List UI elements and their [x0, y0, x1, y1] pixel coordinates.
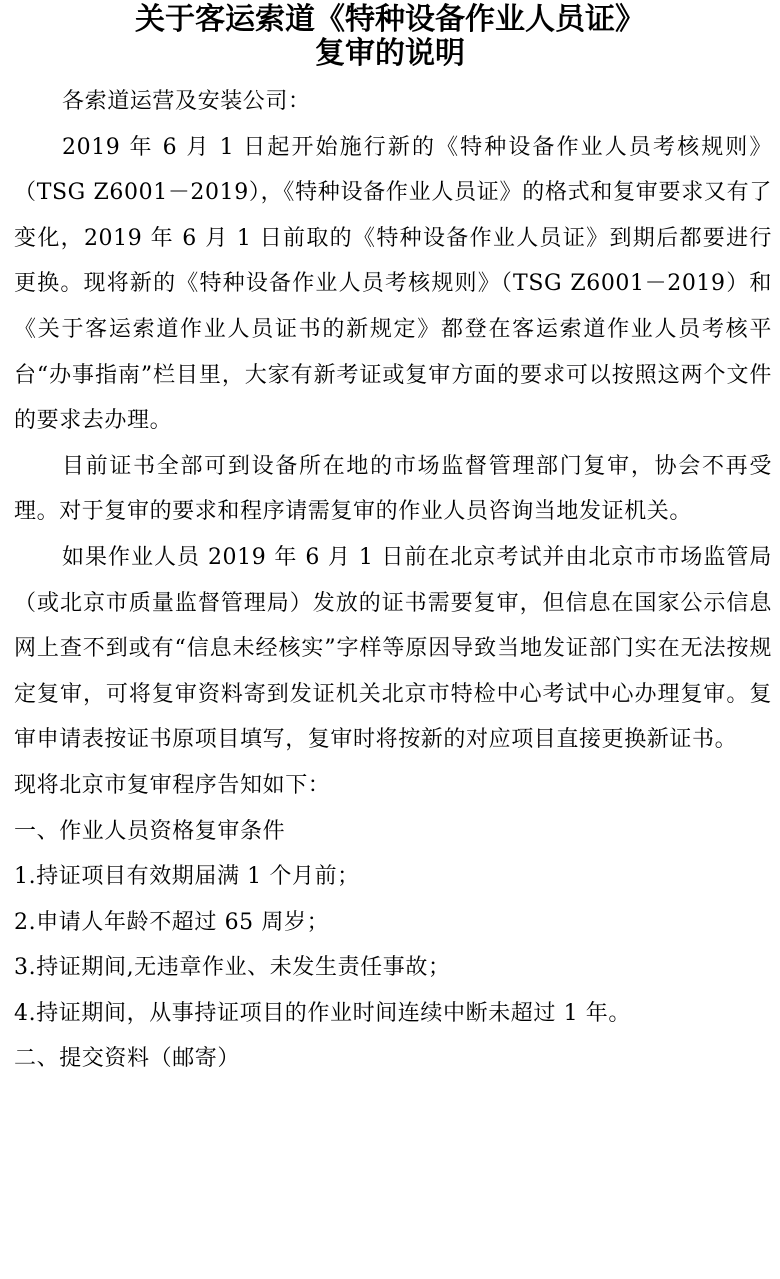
- paragraph-new-rules: 2019 年 6 月 1 日起开始施行新的《特种设备作业人员考核规则》（TSG Z6001－2019），《特种设备作业人员证》的格式和复审要求又有了变化，2019 年 6 月 1 日前取的《特种设备作业人员证》到期后都要进行更换。现将新的《特种设备作业人员考核规则》（TSG Z6001－2019）和《关于客运索道作业人员证书的新规定》都登在客运索道作业人员考核平台“办事指南”栏目里，大家有新考证或复审方面的要求可以按照这两个文件的要求去办理。: [14, 134, 772, 434]
- condition-item: 3.持证期间,无违章作业、未发生责任事故；: [14, 955, 451, 981]
- condition-item: 1.持证项目有效期届满 1 个月前；: [14, 864, 360, 890]
- condition-item: 2.申请人年龄不超过 65 周岁；: [14, 909, 330, 935]
- paragraph-local-review: 目前证书全部可到设备所在地的市场监督管理部门复审，协会不再受理。对于复审的要求和程序请需复审的作业人员咨询当地发证机关。: [14, 453, 772, 525]
- paragraph-beijing-review: 如果作业人员 2019 年 6 月 1 日前在北京考试并由北京市市场监管局（或北京市质量监督管理局）发放的证书需要复审，但信息在国家公示信息网上查不到或有“信息未经核实”字样等原因导致当地发证部门实在无法按规定复审，可将复审资料寄到发证机关北京市特检中心考试中心办理复审。复审申请表按证书原项目填写，复审时将按新的对应项目直接更换新证书。: [14, 544, 772, 753]
- procedure-intro: 现将北京市复审程序告知如下：: [14, 772, 331, 798]
- condition-item: 4.持证期间，从事持证项目的作业时间连续中断未超过 1 年。: [14, 1000, 631, 1026]
- document-title: [0, 0, 780, 71]
- section-heading-documents: 二、提交资料（邮寄）: [14, 1046, 241, 1072]
- title-line-2: 复审的说明: [315, 36, 465, 71]
- title-line-1: 关于客运索道《特种设备作业人员证》: [135, 2, 645, 37]
- section-heading-conditions: 一、作业人员资格复审条件: [14, 818, 286, 844]
- salutation: 各索道运营及安装公司：: [62, 89, 311, 114]
